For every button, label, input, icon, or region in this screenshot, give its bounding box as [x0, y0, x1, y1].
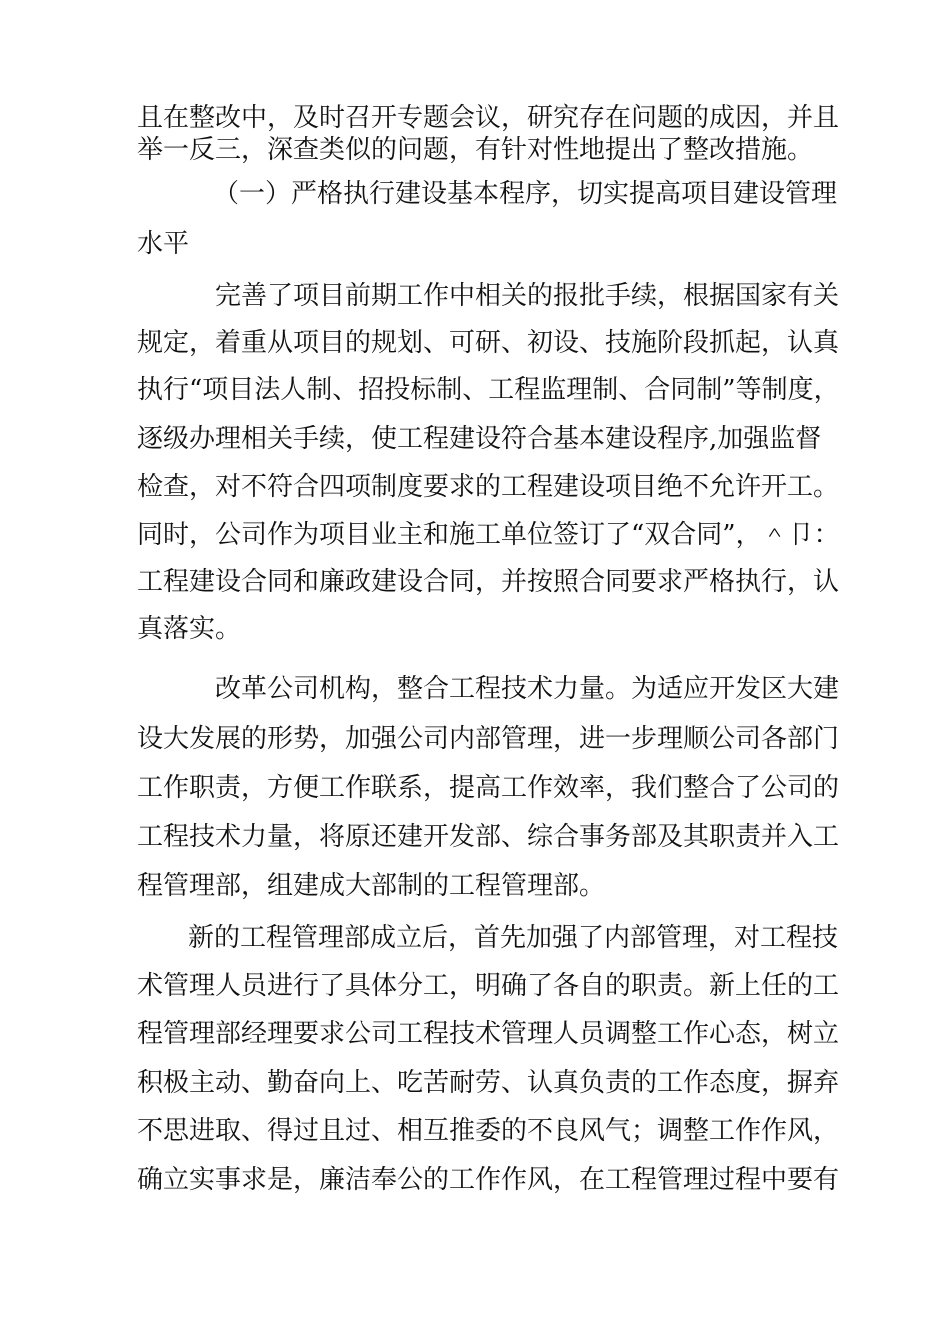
text-line: 工程建设合同和廉政建设合同，并按照合同要求严格执行，认: [137, 567, 840, 597]
section-heading: （一）严格执行建设基本程序，切实提高项目建设管理: [213, 179, 838, 209]
text-line: 且在整改中，及时召开专题会议，研究存在问题的成因，并且: [137, 103, 840, 133]
text-line: 规定，着重从项目的规划、可研、初设、技施阶段抓起，认真: [137, 328, 840, 358]
text-line: 程管理部，组建成大部制的工程管理部。: [137, 871, 606, 901]
text-line: 术管理人员进行了具体分工，明确了各自的职责。新上任的工: [137, 971, 840, 1001]
text-line: 执行“项目法人制、招投标制、工程监理制、合同制”等制度，: [137, 375, 840, 405]
text-line: 工程技术力量，将原还建开发部、综合事务部及其职责并入工: [137, 822, 840, 852]
text-line: 不思进取、得过且过、相互推委的不良风气；调整工作作风，: [137, 1116, 840, 1146]
text-line: 改革公司机构，整合工程技术力量。为适应开发区大建: [215, 674, 840, 704]
text-line: 设大发展的形势，加强公司内部管理，进一步理顺公司各部门: [137, 724, 840, 754]
text-line: 同时，公司作为项目业主和施工单位签订了“双合同”，＾卩：: [137, 520, 840, 550]
text-line: 逐级办理相关手续，使工程建设符合基本建设程序,加强监督: [137, 424, 822, 454]
text-line: 积极主动、勤奋向上、吃苦耐劳、认真负责的工作态度，摒弃: [137, 1068, 840, 1098]
text-line: 新的工程管理部成立后，首先加强了内部管理，对工程技: [188, 923, 839, 953]
text-line: 工作职责，方便工作联系，提高工作效率，我们整合了公司的: [137, 773, 840, 803]
text-line: 完善了项目前期工作中相关的报批手续，根据国家有关: [215, 281, 840, 311]
text-line: 真落实。: [137, 614, 242, 644]
text-line: 确立实事求是，廉洁奉公的工作作风，在工程管理过程中要有: [137, 1165, 840, 1195]
section-heading-continued: 水平: [137, 229, 190, 259]
text-line: 检查，对不符合四项制度要求的工程建设项目绝不允许开工。: [137, 472, 840, 502]
text-line: 程管理部经理要求公司工程技术管理人员调整工作心态，树立: [137, 1019, 840, 1049]
text-line: 举一反三，深查类似的问题，有针对性地提出了整改措施。: [137, 135, 814, 165]
